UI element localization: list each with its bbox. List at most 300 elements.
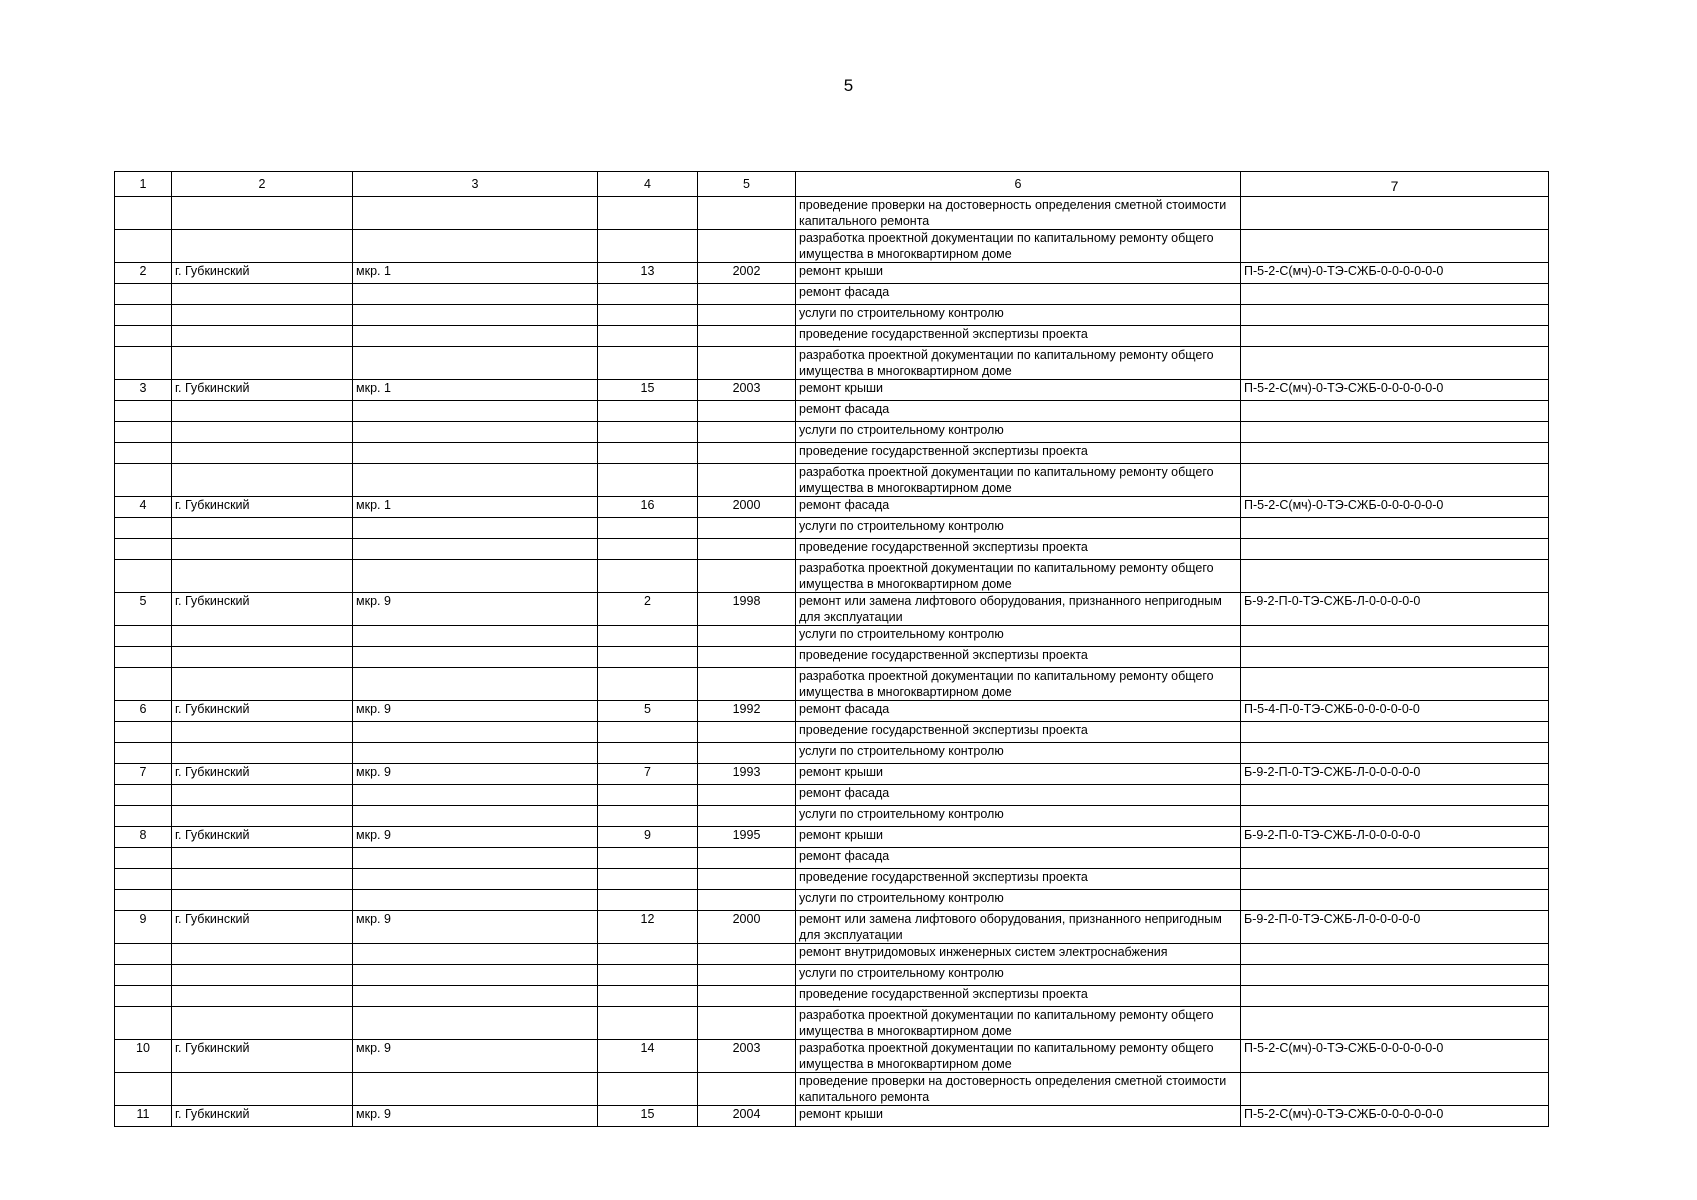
- cell-work-type: проведение проверки на достоверность определения сметной стоимости капитального ремонта: [796, 197, 1241, 230]
- cell-building-code: [1241, 785, 1549, 806]
- cell-house: 14: [598, 1040, 698, 1073]
- cell-year: [698, 443, 796, 464]
- cell-work-type: проведение государственной экспертизы проекта: [796, 869, 1241, 890]
- cell-year: [698, 326, 796, 347]
- table-row: [115, 965, 1549, 986]
- cell-house: 9: [598, 827, 698, 848]
- column-header: 6: [796, 172, 1241, 197]
- cell-number: 7: [115, 764, 172, 785]
- cell-house: [598, 401, 698, 422]
- cell-work-type: услуги по строительному контролю: [796, 965, 1241, 986]
- cell-city: [172, 284, 353, 305]
- cell-building-code: [1241, 722, 1549, 743]
- cell-building-code: Б-9-2-П-0-ТЭ-СЖБ-Л-0-0-0-0-0: [1241, 593, 1549, 626]
- cell-building-code: [1241, 560, 1549, 593]
- cell-building-code: [1241, 539, 1549, 560]
- table-row: [115, 911, 1549, 944]
- cell-district: [353, 230, 598, 263]
- cell-house: [598, 848, 698, 869]
- cell-number: 8: [115, 827, 172, 848]
- cell-year: [698, 347, 796, 380]
- cell-number: [115, 743, 172, 764]
- cell-building-code: [1241, 347, 1549, 380]
- cell-district: [353, 464, 598, 497]
- cell-house: [598, 785, 698, 806]
- cell-building-code: [1241, 806, 1549, 827]
- cell-number: 5: [115, 593, 172, 626]
- table-row: [115, 785, 1549, 806]
- cell-house: [598, 944, 698, 965]
- cell-city: г. Губкинский: [172, 764, 353, 785]
- cell-city: [172, 197, 353, 230]
- cell-district: [353, 806, 598, 827]
- cell-work-type: разработка проектной документации по капитальному ремонту общего имущества в многоквартирном доме: [796, 560, 1241, 593]
- cell-year: [698, 1073, 796, 1106]
- cell-building-code: [1241, 1007, 1549, 1040]
- cell-year: [698, 539, 796, 560]
- page-number: 5: [843, 76, 854, 95]
- cell-district: мкр. 9: [353, 1106, 598, 1127]
- cell-number: [115, 986, 172, 1007]
- cell-building-code: П-5-2-С(мч)-0-ТЭ-СЖБ-0-0-0-0-0-0: [1241, 263, 1549, 284]
- cell-year: [698, 197, 796, 230]
- cell-district: мкр. 9: [353, 911, 598, 944]
- cell-city: [172, 464, 353, 497]
- cell-district: [353, 422, 598, 443]
- cell-building-code: [1241, 401, 1549, 422]
- column-header: 2: [172, 172, 353, 197]
- cell-house: [598, 965, 698, 986]
- cell-house: 15: [598, 380, 698, 401]
- cell-city: [172, 326, 353, 347]
- cell-house: 12: [598, 911, 698, 944]
- cell-district: [353, 743, 598, 764]
- cell-year: 2002: [698, 263, 796, 284]
- cell-district: мкр. 1: [353, 380, 598, 401]
- cell-building-code: [1241, 890, 1549, 911]
- cell-number: 4: [115, 497, 172, 518]
- cell-house: [598, 443, 698, 464]
- cell-building-code: [1241, 518, 1549, 539]
- table-row: [115, 422, 1549, 443]
- cell-work-type: проведение государственной экспертизы проекта: [796, 722, 1241, 743]
- cell-building-code: П-5-2-С(мч)-0-ТЭ-СЖБ-0-0-0-0-0-0: [1241, 380, 1549, 401]
- cell-building-code: П-5-2-С(мч)-0-ТЭ-СЖБ-0-0-0-0-0-0: [1241, 1106, 1549, 1127]
- cell-work-type: ремонт фасада: [796, 785, 1241, 806]
- cell-city: г. Губкинский: [172, 827, 353, 848]
- cell-work-type: ремонт фасада: [796, 497, 1241, 518]
- cell-city: г. Губкинский: [172, 1106, 353, 1127]
- cell-city: г. Губкинский: [172, 263, 353, 284]
- cell-number: [115, 1007, 172, 1040]
- cell-city: [172, 647, 353, 668]
- cell-district: мкр. 9: [353, 701, 598, 722]
- cell-year: [698, 1007, 796, 1040]
- cell-district: [353, 869, 598, 890]
- table-row: [115, 764, 1549, 785]
- cell-city: [172, 944, 353, 965]
- cell-work-type: услуги по строительному контролю: [796, 743, 1241, 764]
- table-row: [115, 1007, 1549, 1040]
- cell-district: [353, 647, 598, 668]
- cell-district: [353, 443, 598, 464]
- cell-city: г. Губкинский: [172, 911, 353, 944]
- cell-building-code: [1241, 986, 1549, 1007]
- cell-number: [115, 347, 172, 380]
- cell-city: [172, 422, 353, 443]
- cell-house: [598, 722, 698, 743]
- cell-city: [172, 518, 353, 539]
- cell-city: [172, 560, 353, 593]
- cell-number: [115, 647, 172, 668]
- cell-house: 13: [598, 263, 698, 284]
- cell-number: [115, 422, 172, 443]
- cell-house: [598, 626, 698, 647]
- cell-house: [598, 743, 698, 764]
- cell-city: [172, 986, 353, 1007]
- cell-house: [598, 464, 698, 497]
- cell-district: мкр. 9: [353, 764, 598, 785]
- cell-year: [698, 284, 796, 305]
- cell-work-type: ремонт фасада: [796, 284, 1241, 305]
- cell-house: [598, 284, 698, 305]
- table-row: [115, 464, 1549, 497]
- cell-work-type: ремонт или замена лифтового оборудования, признанного непригодным для эксплуатации: [796, 593, 1241, 626]
- cell-work-type: разработка проектной документации по капитальному ремонту общего имущества в многоквартирном доме: [796, 347, 1241, 380]
- column-header: 5: [698, 172, 796, 197]
- table-row: [115, 944, 1549, 965]
- cell-year: [698, 401, 796, 422]
- column-header: 7: [1241, 172, 1549, 197]
- cell-district: [353, 197, 598, 230]
- cell-number: [115, 668, 172, 701]
- cell-work-type: разработка проектной документации по капитальному ремонту общего имущества в многоквартирном доме: [796, 1040, 1241, 1073]
- cell-year: 1998: [698, 593, 796, 626]
- cell-city: [172, 626, 353, 647]
- cell-number: [115, 518, 172, 539]
- cell-building-code: [1241, 443, 1549, 464]
- cell-city: [172, 848, 353, 869]
- cell-number: [115, 560, 172, 593]
- cell-year: [698, 422, 796, 443]
- cell-city: [172, 785, 353, 806]
- cell-house: [598, 560, 698, 593]
- cell-work-type: ремонт крыши: [796, 764, 1241, 785]
- cell-district: мкр. 1: [353, 497, 598, 518]
- cell-city: г. Губкинский: [172, 1040, 353, 1073]
- cell-building-code: Б-9-2-П-0-ТЭ-СЖБ-Л-0-0-0-0-0: [1241, 764, 1549, 785]
- cell-city: [172, 401, 353, 422]
- cell-year: [698, 626, 796, 647]
- cell-building-code: [1241, 668, 1549, 701]
- cell-city: [172, 965, 353, 986]
- cell-work-type: разработка проектной документации по капитальному ремонту общего имущества в многоквартирном доме: [796, 1007, 1241, 1040]
- table-row: [115, 806, 1549, 827]
- cell-work-type: услуги по строительному контролю: [796, 890, 1241, 911]
- cell-district: мкр. 9: [353, 827, 598, 848]
- cell-city: [172, 305, 353, 326]
- cell-number: [115, 785, 172, 806]
- table-row: [115, 647, 1549, 668]
- cell-number: 3: [115, 380, 172, 401]
- cell-district: [353, 305, 598, 326]
- cell-work-type: разработка проектной документации по капитальному ремонту общего имущества в многоквартирном доме: [796, 668, 1241, 701]
- cell-house: 15: [598, 1106, 698, 1127]
- cell-building-code: [1241, 230, 1549, 263]
- cell-number: [115, 326, 172, 347]
- cell-city: г. Губкинский: [172, 701, 353, 722]
- cell-building-code: [1241, 464, 1549, 497]
- cell-city: [172, 722, 353, 743]
- cell-year: [698, 722, 796, 743]
- table-row: [115, 890, 1549, 911]
- cell-work-type: разработка проектной документации по капитальному ремонту общего имущества в многоквартирном доме: [796, 230, 1241, 263]
- cell-year: [698, 743, 796, 764]
- cell-number: 11: [115, 1106, 172, 1127]
- column-header: 4: [598, 172, 698, 197]
- cell-building-code: [1241, 284, 1549, 305]
- column-header: 3: [353, 172, 598, 197]
- cell-work-type: услуги по строительному контролю: [796, 518, 1241, 539]
- table-row: [115, 986, 1549, 1007]
- cell-work-type: ремонт или замена лифтового оборудования, признанного непригодным для эксплуатации: [796, 911, 1241, 944]
- cell-building-code: [1241, 305, 1549, 326]
- cell-building-code: [1241, 647, 1549, 668]
- cell-city: [172, 539, 353, 560]
- cell-year: [698, 518, 796, 539]
- cell-work-type: проведение государственной экспертизы проекта: [796, 443, 1241, 464]
- cell-city: [172, 743, 353, 764]
- table-row: [115, 347, 1549, 380]
- cell-district: [353, 326, 598, 347]
- cell-work-type: ремонт фасада: [796, 848, 1241, 869]
- cell-number: [115, 965, 172, 986]
- cell-work-type: ремонт крыши: [796, 827, 1241, 848]
- cell-year: [698, 965, 796, 986]
- cell-work-type: ремонт крыши: [796, 380, 1241, 401]
- table-row: [115, 284, 1549, 305]
- cell-work-type: услуги по строительному контролю: [796, 626, 1241, 647]
- cell-house: 2: [598, 593, 698, 626]
- table-row: [115, 380, 1549, 401]
- cell-building-code: Б-9-2-П-0-ТЭ-СЖБ-Л-0-0-0-0-0: [1241, 827, 1549, 848]
- cell-district: мкр. 1: [353, 263, 598, 284]
- cell-work-type: услуги по строительному контролю: [796, 305, 1241, 326]
- cell-number: [115, 890, 172, 911]
- cell-house: [598, 422, 698, 443]
- cell-district: [353, 1007, 598, 1040]
- cell-house: [598, 305, 698, 326]
- cell-house: [598, 1073, 698, 1106]
- table-row: [115, 1073, 1549, 1106]
- cell-work-type: проведение государственной экспертизы проекта: [796, 539, 1241, 560]
- cell-number: 2: [115, 263, 172, 284]
- cell-year: 2000: [698, 911, 796, 944]
- cell-number: [115, 401, 172, 422]
- cell-year: [698, 305, 796, 326]
- cell-year: 2004: [698, 1106, 796, 1127]
- table-row: [115, 263, 1549, 284]
- cell-year: [698, 848, 796, 869]
- cell-number: [115, 305, 172, 326]
- cell-building-code: [1241, 743, 1549, 764]
- cell-year: 1995: [698, 827, 796, 848]
- cell-year: [698, 230, 796, 263]
- cell-house: [598, 806, 698, 827]
- cell-district: [353, 560, 598, 593]
- cell-number: [115, 464, 172, 497]
- table-row: [115, 230, 1549, 263]
- cell-city: [172, 869, 353, 890]
- cell-year: 2000: [698, 497, 796, 518]
- cell-district: [353, 518, 598, 539]
- cell-number: [115, 1073, 172, 1106]
- cell-work-type: ремонт фасада: [796, 401, 1241, 422]
- cell-house: 16: [598, 497, 698, 518]
- table-row: [115, 1106, 1549, 1127]
- header-row: [115, 172, 1549, 197]
- table-row: [115, 197, 1549, 230]
- cell-year: [698, 890, 796, 911]
- table-row: [115, 668, 1549, 701]
- cell-district: [353, 965, 598, 986]
- cell-number: [115, 944, 172, 965]
- table-row: [115, 518, 1549, 539]
- cell-building-code: [1241, 1073, 1549, 1106]
- cell-city: [172, 347, 353, 380]
- cell-number: [115, 806, 172, 827]
- cell-district: мкр. 9: [353, 593, 598, 626]
- cell-district: [353, 944, 598, 965]
- cell-year: [698, 806, 796, 827]
- cell-year: [698, 785, 796, 806]
- table-row: [115, 593, 1549, 626]
- cell-house: [598, 986, 698, 1007]
- cell-house: [598, 890, 698, 911]
- table-row: [115, 326, 1549, 347]
- cell-work-type: услуги по строительному контролю: [796, 422, 1241, 443]
- table-row: [115, 560, 1549, 593]
- cell-district: [353, 785, 598, 806]
- cell-number: [115, 230, 172, 263]
- cell-house: [598, 197, 698, 230]
- cell-district: [353, 848, 598, 869]
- cell-city: [172, 1073, 353, 1106]
- cell-year: 1992: [698, 701, 796, 722]
- cell-house: [598, 869, 698, 890]
- cell-number: [115, 722, 172, 743]
- table-row: [115, 743, 1549, 764]
- cell-work-type: услуги по строительному контролю: [796, 806, 1241, 827]
- column-header: 1: [115, 172, 172, 197]
- cell-house: [598, 326, 698, 347]
- cell-year: [698, 986, 796, 1007]
- table-row: [115, 722, 1549, 743]
- cell-house: [598, 539, 698, 560]
- cell-district: мкр. 9: [353, 1040, 598, 1073]
- table-row: [115, 1040, 1549, 1073]
- cell-district: [353, 890, 598, 911]
- cell-work-type: ремонт крыши: [796, 1106, 1241, 1127]
- cell-work-type: проведение государственной экспертизы проекта: [796, 986, 1241, 1007]
- cell-city: г. Губкинский: [172, 497, 353, 518]
- cell-number: [115, 539, 172, 560]
- table-row: [115, 827, 1549, 848]
- cell-year: [698, 869, 796, 890]
- cell-district: [353, 539, 598, 560]
- cell-district: [353, 284, 598, 305]
- cell-house: [598, 230, 698, 263]
- cell-city: [172, 230, 353, 263]
- cell-building-code: [1241, 422, 1549, 443]
- cell-building-code: [1241, 197, 1549, 230]
- cell-work-type: ремонт крыши: [796, 263, 1241, 284]
- cell-number: [115, 869, 172, 890]
- cell-house: 5: [598, 701, 698, 722]
- cell-year: [698, 560, 796, 593]
- cell-house: 7: [598, 764, 698, 785]
- cell-city: г. Губкинский: [172, 380, 353, 401]
- cell-house: [598, 668, 698, 701]
- cell-building-code: [1241, 869, 1549, 890]
- cell-building-code: П-5-4-П-0-ТЭ-СЖБ-0-0-0-0-0-0: [1241, 701, 1549, 722]
- cell-number: [115, 284, 172, 305]
- repair-plan-table: [114, 171, 1549, 1127]
- table-body: [115, 172, 1549, 1127]
- cell-work-type: проведение государственной экспертизы проекта: [796, 326, 1241, 347]
- cell-year: [698, 464, 796, 497]
- cell-number: [115, 848, 172, 869]
- table-row: [115, 869, 1549, 890]
- cell-district: [353, 401, 598, 422]
- cell-house: [598, 1007, 698, 1040]
- cell-house: [598, 518, 698, 539]
- table-row: [115, 305, 1549, 326]
- cell-year: 2003: [698, 1040, 796, 1073]
- cell-city: [172, 443, 353, 464]
- cell-year: [698, 668, 796, 701]
- cell-house: [598, 647, 698, 668]
- cell-city: [172, 1007, 353, 1040]
- cell-district: [353, 986, 598, 1007]
- cell-city: г. Губкинский: [172, 593, 353, 626]
- cell-city: [172, 890, 353, 911]
- cell-work-type: проведение проверки на достоверность определения сметной стоимости капитального ремонта: [796, 1073, 1241, 1106]
- cell-number: [115, 197, 172, 230]
- cell-city: [172, 668, 353, 701]
- cell-number: 9: [115, 911, 172, 944]
- cell-building-code: [1241, 848, 1549, 869]
- cell-building-code: Б-9-2-П-0-ТЭ-СЖБ-Л-0-0-0-0-0: [1241, 911, 1549, 944]
- cell-building-code: [1241, 965, 1549, 986]
- table-row: [115, 848, 1549, 869]
- cell-work-type: разработка проектной документации по капитальному ремонту общего имущества в многоквартирном доме: [796, 464, 1241, 497]
- cell-year: [698, 647, 796, 668]
- table-row: [115, 701, 1549, 722]
- table-row: [115, 626, 1549, 647]
- cell-district: [353, 722, 598, 743]
- cell-district: [353, 347, 598, 380]
- cell-number: 10: [115, 1040, 172, 1073]
- cell-district: [353, 626, 598, 647]
- cell-building-code: П-5-2-С(мч)-0-ТЭ-СЖБ-0-0-0-0-0-0: [1241, 1040, 1549, 1073]
- cell-number: [115, 443, 172, 464]
- cell-building-code: П-5-2-С(мч)-0-ТЭ-СЖБ-0-0-0-0-0-0: [1241, 497, 1549, 518]
- cell-house: [598, 347, 698, 380]
- cell-year: 2003: [698, 380, 796, 401]
- cell-number: 6: [115, 701, 172, 722]
- cell-district: [353, 668, 598, 701]
